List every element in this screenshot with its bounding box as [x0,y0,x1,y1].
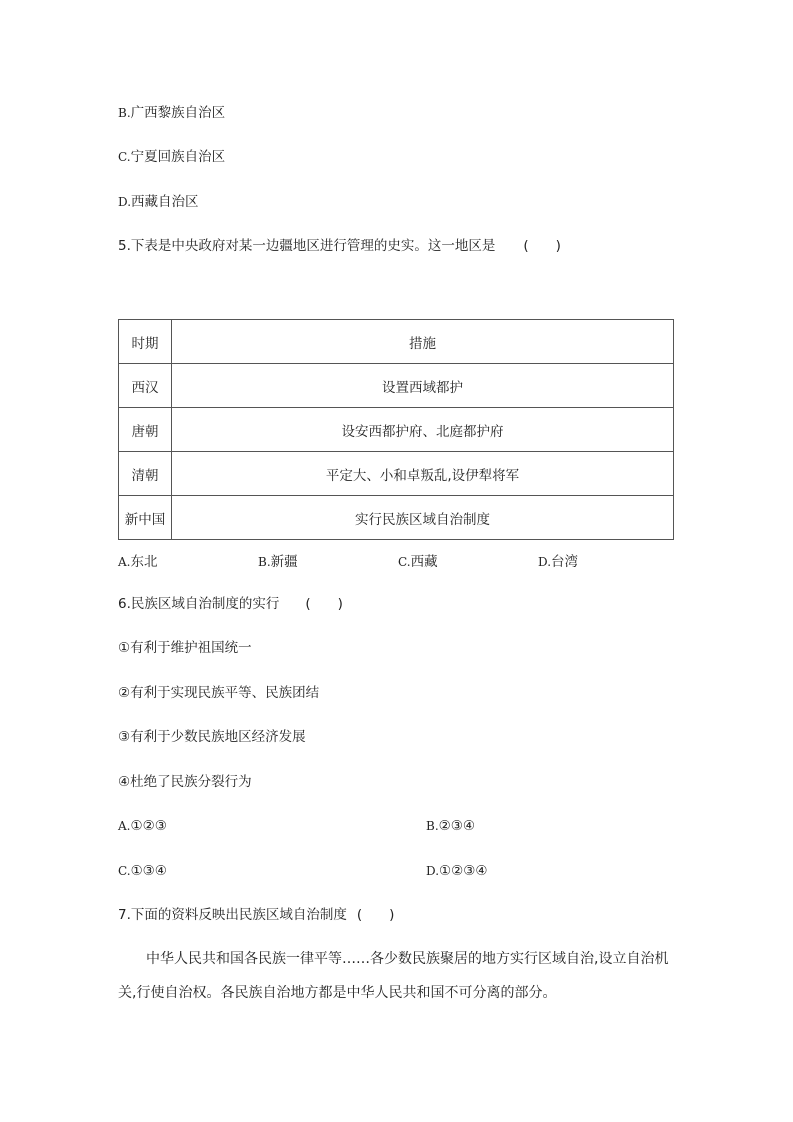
table-cell-period: 清朝 [119,452,172,496]
table-cell-measure: 设置西域都护 [172,364,674,408]
option-d-prev: D.西藏自治区 [118,194,199,210]
question-7-stem: 7.下面的资料反映出民族区域自治制度 ( ) [118,907,395,923]
table-cell-period: 新中国 [119,496,172,540]
option-c: C.西藏 [398,554,438,570]
table-row [119,452,674,496]
table-cell-measure: 设安西都护府、北庭都护府 [172,408,674,452]
table-cell-measure: 平定大、小和卓叛乱,设伊犁将军 [172,452,674,496]
table-cell-measure: 实行民族区域自治制度 [172,496,674,540]
option-a: A.①②③ [118,818,167,834]
table-row [119,364,674,408]
answer-paren: ( ) [523,238,561,254]
option-c-prev: C.宁夏回族自治区 [118,149,226,165]
table-cell-period: 西汉 [119,364,172,408]
table-row [119,496,674,540]
statement-item: ③有利于少数民族地区经济发展 [118,729,306,745]
option-d: D.①②③④ [426,863,488,879]
question-6-stem: 6.民族区域自治制度的实行 ( ) [118,596,343,612]
table-header-period: 时期 [119,320,172,364]
option-b: B.新疆 [258,554,298,570]
statement-item: ②有利于实现民族平等、民族团结 [118,685,320,701]
answer-paren: ( ) [356,907,395,923]
quoted-passage: 中华人民共和国各民族一律平等……各少数民族聚居的地方实行区域自治,设立自治机关,行使自治权。各民族自治地方都是中华人民共和国不可分离的部分。 [118,951,669,1001]
statement-item: ①有利于维护祖国统一 [118,640,252,656]
statement-item: ④杜绝了民族分裂行为 [118,774,252,790]
table-row [119,408,674,452]
option-b: B.②③④ [426,818,475,834]
option-d: D.台湾 [538,554,579,570]
answer-paren: ( ) [305,596,343,612]
question-5-stem: 5.下表是中央政府对某一边疆地区进行管理的史实。这一地区是 ( ) [118,238,561,254]
table-header-measure: 措施 [172,320,674,364]
option-a: A.东北 [118,554,158,570]
option-b-prev: B.广西黎族自治区 [118,105,226,121]
table-cell-period: 唐朝 [119,408,172,452]
option-c: C.①③④ [118,863,167,879]
table-header-row [119,320,674,364]
history-table [118,319,674,540]
